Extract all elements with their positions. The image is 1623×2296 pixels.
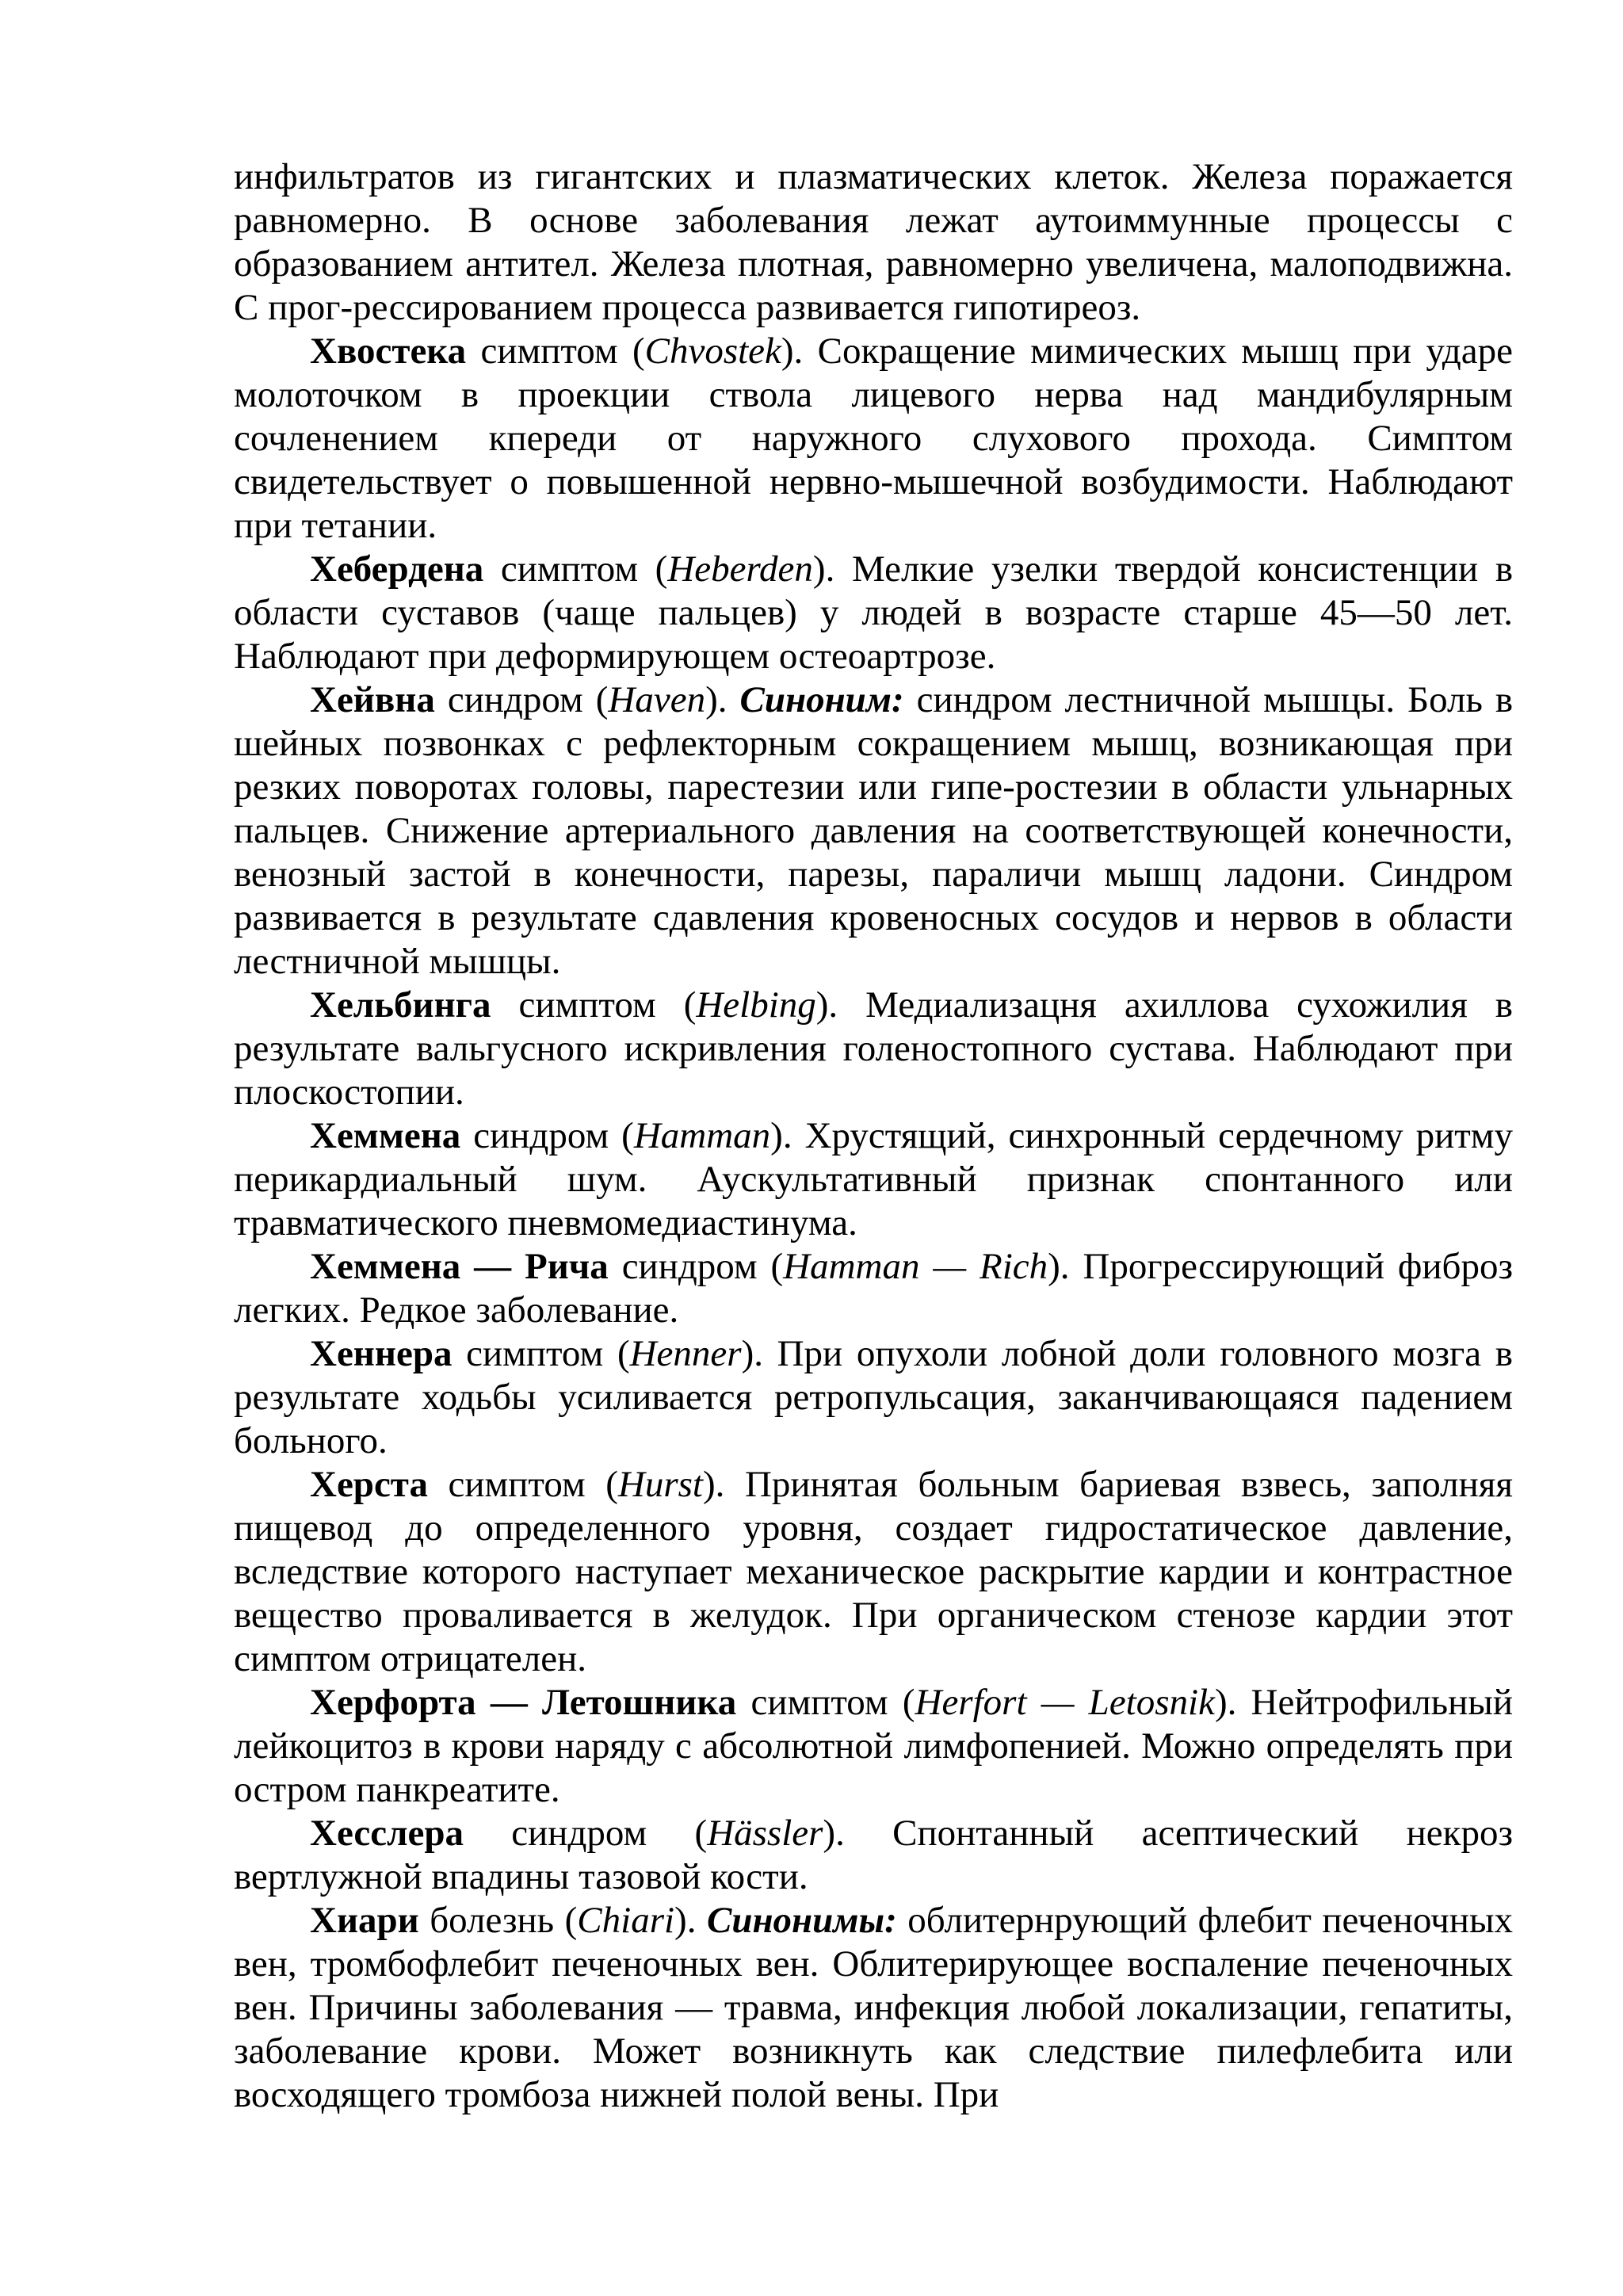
entry-kind: синдром <box>473 1115 609 1156</box>
synonym-label: Синоним: <box>739 679 904 720</box>
entry-kind: симптом <box>518 984 656 1026</box>
entry-text: Сокращение мимических мышц при ударе молоточком в проекции ствола лицевого нерва над мандибулярным сочленением кпереди от наружного слухового прохода. Симптом свидетельствует о повышенной нервно-мышечной возбудимости. Наблюдают при тетании. <box>234 330 1513 546</box>
entry-kind: синдром <box>621 1246 758 1287</box>
entry-paragraph: Хебердена симптом (Heberden). Мелкие узелки твердой консистенции в области суставов (чаще пальцев) у людей в возрасте старше 45—50 лет. Наблюдают при деформирующем остеоартрозе. <box>234 548 1514 677</box>
entry-eponym: Henner <box>629 1333 742 1374</box>
entry-text: Принятая больным бариевая взвесь, заполняя пищевод до определенного уровня, создает гидростатическое давление, вследствие которого наступает механическое раскрытие кардии и контрастное вещество проваливается в желудок. При органическом стенозе кардии этот симптом отрицателен. <box>234 1464 1514 1679</box>
entry-paragraph: Хеммена — Рича синдром (Hamman — Rich). Прогрессирующий фиброз легких. Редкое заболевание. <box>234 1246 1514 1331</box>
entry-text: Мелкие узелки твердой консистенции в области суставов (чаще пальцев) у людей в возрасте старше 45—50 лет. Наблюдают при деформирующем остеоартрозе. <box>234 548 1514 677</box>
entry-paragraph: Хеммена синдром (Hamman). Хрустящий, синхронный сердечному ритму перикардиальный шум. Аускультативный признак спонтанного или травматического пневмомедиастинума. <box>234 1115 1514 1244</box>
entry-eponym: Herfort — Letosnik <box>915 1682 1215 1723</box>
entry-text: облитернрующий флебит печеночных вен, тромбофлебит печеночных вен. Облитерирующее воспаление печеночных вен. Причины заболевания — травма, инфекция любой локализации, гепатиты, заболевание крови. Может возникнуть как следствие пилефлебита или восходящего тромбоза нижней полой вены. При <box>234 1900 1514 2115</box>
entry-eponym: Hamman — Rich <box>783 1246 1048 1287</box>
entry-text: Спонтанный асептический некроз вертлужной впадины тазовой кости. <box>234 1813 1514 1897</box>
entry-kind: симптом <box>480 330 618 372</box>
entry-paragraph: Хиари болезнь (Chiari). Синонимы: облитернрующий флебит печеночных вен, тромбофлебит печеночных вен. Облитерирующее воспаление печеночных вен. Причины заболевания — травма, инфекция любой локализации, гепатиты, заболевание крови. Может возникнуть как следствие пилефлебита или восходящего тромбоза нижней полой вены. При <box>234 1900 1514 2115</box>
entry-eponym: Hurst <box>617 1464 703 1505</box>
entry-text: Медиализацня ахиллова сухожилия в результате вальгусного искривления голеностопного сустава. Наблюдают при плоскостопии. <box>234 984 1513 1113</box>
entry-kind: симптом <box>750 1682 888 1723</box>
entry-eponym: Hässler <box>707 1813 823 1854</box>
entry-term: Хеннера <box>310 1333 453 1374</box>
entry-term: Хесслера <box>310 1813 464 1854</box>
entry-paragraph: Хельбинга симптом (Helbing). Медиализацня ахиллова сухожилия в результате вальгусного искривления голеностопного сустава. Наблюдают при плоскостопии. <box>234 984 1513 1113</box>
entry-kind: синдром <box>511 1813 647 1854</box>
entry-kind: болезнь <box>430 1900 555 1941</box>
entry-term: Хельбинга <box>310 984 491 1026</box>
entry-text: синдром лестничной мышцы. Боль в шейных позвонках с рефлекторным сокращением мышц, возникающая при резких поворотах головы, парестезии или гипе-ростезии в области ульнарных пальцев. Снижение артериального давления на соответствующей конечности, венозный застой в конечности, парезы, параличи мышц ладони. Синдром развивается в результате сдавления кровеносных сосудов и нервов в области лестничной мышцы. <box>234 679 1514 982</box>
document-page <box>234 155 1513 2117</box>
entry-term: Херста <box>310 1464 428 1505</box>
entry-term: Херфорта — Летошника <box>310 1682 737 1723</box>
synonym-label: Синонимы: <box>706 1900 897 1941</box>
entry-text: инфильтратов из гигантских и плазматических клеток. Железа поражается равномерно. В основе заболевания лежат аутоиммунные процессы с образованием антител. Железа плотная, равномерно увеличена, малоподвижна. С прог-рессированием процесса развивается гипотиреоз. <box>234 156 1513 328</box>
entry-paragraph: Хеннера симптом (Henner). При опухоли лобной доли головного мозга в результате ходьбы усиливается ретропульсация, заканчивающаяся падением больного. <box>234 1333 1513 1461</box>
entry-eponym: Chiari <box>577 1900 675 1941</box>
entry-paragraph: Херста симптом (Hurst). Принятая больным бариевая взвесь, заполняя пищевод до определенного уровня, создает гидростатическое давление, вследствие которого наступает механическое раскрытие кардии и контрастное вещество проваливается в желудок. При органическом стенозе кардии этот симптом отрицателен. <box>234 1464 1514 1679</box>
entry-text: Хрустящий, синхронный сердечному ритму перикардиальный шум. Аускультативный признак спонтанного или травматического пневмомедиастинума. <box>234 1115 1514 1244</box>
entry-term: Хвостека <box>310 330 467 372</box>
entry-eponym: Helbing <box>696 984 816 1026</box>
continuation-paragraph <box>234 155 1513 330</box>
entry-term: Хебердена <box>310 548 484 590</box>
entry-text: Нейтрофильный лейкоцитоз в крови наряду с абсолютной лимфопенией. Можно определять при остром панкреатите. <box>234 1682 1513 1810</box>
entry-term: Хиари <box>310 1900 419 1941</box>
entry-text: При опухоли лобной доли головного мозга в результате ходьбы усиливается ретропульсация, заканчивающаяся падением больного. <box>234 1333 1513 1461</box>
entry-eponym: Heberden <box>667 548 813 590</box>
entry-eponym: Haven <box>608 679 706 720</box>
entry-kind: симптом <box>466 1333 604 1374</box>
entry-kind: симптом <box>448 1464 586 1505</box>
entry-paragraph: Хвостека симптом (Chvostek). Сокращение мимических мышц при ударе молоточком в проекции ствола лицевого нерва над мандибулярным сочленением кпереди от наружного слухового прохода. Симптом свидетельствует о повышенной нервно-мышечной возбудимости. Наблюдают при тетании. <box>234 330 1513 546</box>
entry-term: Хейвна <box>310 679 435 720</box>
entry-eponym: Hamman <box>633 1115 771 1156</box>
entry-paragraph: Херфорта — Летошника симптом (Herfort — Letosnik). Нейтрофильный лейкоцитоз в крови наряду с абсолютной лимфопенией. Можно определять при остром панкреатите. <box>234 1682 1513 1810</box>
entry-eponym: Chvostek <box>644 330 781 372</box>
entry-kind: синдром <box>447 679 583 720</box>
entry-paragraph: Хесслера синдром (Hässler). Спонтанный асептический некроз вертлужной впадины тазовой кости. <box>234 1813 1514 1897</box>
entry-term: Хеммена — Рича <box>310 1246 609 1287</box>
entry-text: Прогрессирующий фиброз легких. Редкое заболевание. <box>234 1246 1514 1331</box>
entry-term: Хеммена <box>310 1115 461 1156</box>
entry-paragraph: Хейвна синдром (Haven). Синоним: синдром лестничной мышцы. Боль в шейных позвонках с рефлекторным сокращением мышц, возникающая при резких поворотах головы, парестезии или гипе-ростезии в области ульнарных пальцев. Снижение артериального давления на соответствующей конечности, венозный застой в конечности, парезы, параличи мышц ладони. Синдром развивается в результате сдавления кровеносных сосудов и нервов в области лестничной мышцы. <box>234 679 1514 982</box>
entry-kind: симптом <box>500 548 639 590</box>
